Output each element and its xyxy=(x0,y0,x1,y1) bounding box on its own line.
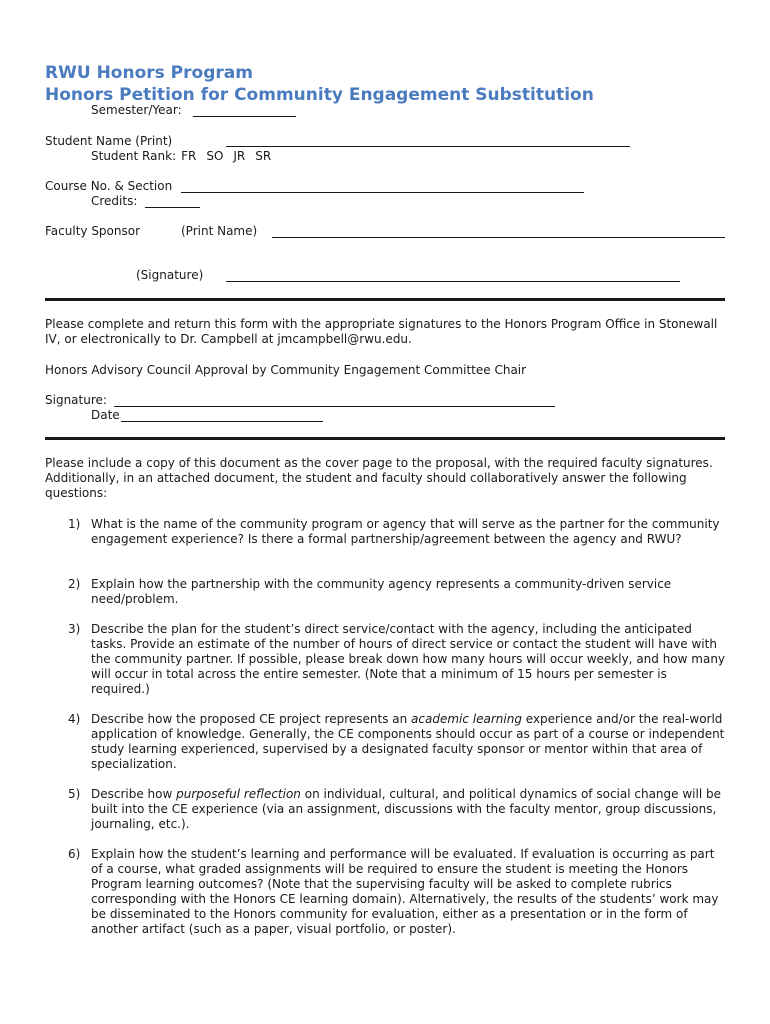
student-rank-label: Student Rank: xyxy=(91,149,177,163)
student-rank xyxy=(91,149,281,164)
question-number: 4) xyxy=(68,712,81,726)
course-field[interactable] xyxy=(181,192,584,193)
question-item xyxy=(68,517,728,547)
faculty-signature-label: (Signature) xyxy=(136,268,204,282)
course-label: Course No. & Section xyxy=(45,179,173,193)
question-text: Explain how the student’s learning and performance will be evaluated. If evaluation is occurring as part of a course, what graded assignments will be required to ensure the student is meeting the Honors Program learning outcomes? (Note that the supervising faculty will be asked to complete rubrics corresponding with the Honors CE learning domain). Alternatively, the results of the students’ work may be disseminated to the Honors community for evaluation, either as a presentation or in the form of another artifact (such as a paper, visual portfolio, or poster). xyxy=(91,847,719,936)
print-name-label: (Print Name) xyxy=(181,224,258,238)
question-item xyxy=(68,712,728,772)
return-instructions: Please complete and return this form with the appropriate signatures to the Honors Program Office in Stonewall IV, or electronically to Dr. Campbell at jmcampbell@rwu.edu. xyxy=(45,317,718,346)
semester-label: Semester/Year: xyxy=(91,103,182,117)
approval-signature-field[interactable] xyxy=(114,406,555,407)
student-name-label: Student Name (Print) xyxy=(45,134,173,148)
question-number: 6) xyxy=(68,847,81,861)
question-text-part: on individual, cultural, and political dynamics of social change will be built into the CE experience (via an assignment, discussions with the faculty mentor, group discussions, journaling, etc.). xyxy=(91,787,721,831)
approval-date-label: Date xyxy=(91,408,120,422)
faculty-signature-field[interactable] xyxy=(226,281,680,282)
question-emphasis: academic learning xyxy=(411,712,522,726)
semester-field[interactable] xyxy=(193,116,296,117)
faculty-print-name-field[interactable] xyxy=(272,237,725,238)
credits-label: Credits: xyxy=(91,194,138,208)
approval-heading: Honors Advisory Council Approval by Community Engagement Committee Chair xyxy=(45,363,527,377)
question-item xyxy=(68,577,728,607)
rank-option-jr[interactable]: JR xyxy=(233,149,246,163)
proposal-intro: Please include a copy of this document as the cover page to the proposal, with the required faculty signatures. Additionally, in an attached document, the student and faculty should collaboratively answer the following questions: xyxy=(45,456,713,500)
program-title: RWU Honors Program xyxy=(45,63,253,83)
question-text: What is the name of the community program or agency that will serve as the partner for the community engagement experience? Is there a formal partnership/agreement between the agency and RWU? xyxy=(91,517,720,546)
approval-signature-label: Signature: xyxy=(45,393,107,407)
question-text-part: Describe how xyxy=(91,787,177,801)
question-text: Explain how the partnership with the community agency represents a community-driven service need/problem. xyxy=(91,577,672,606)
section-divider xyxy=(45,298,725,301)
question-number: 2) xyxy=(68,577,81,591)
question-text-part: Describe how the proposed CE project represents an xyxy=(91,712,412,726)
rank-option-fr[interactable]: FR xyxy=(181,149,197,163)
question-number: 5) xyxy=(68,787,81,801)
credits-field[interactable] xyxy=(145,207,200,208)
student-name-field[interactable] xyxy=(226,146,630,147)
question-number: 1) xyxy=(68,517,81,531)
question-text-part: experience and/or the real-world application of knowledge. Generally, the CE components should occur as part of a course or independent study learning experienced, supervised by a designated faculty sponsor or mentor within that area of specialization. xyxy=(91,712,725,771)
question-item xyxy=(68,847,728,937)
question-text xyxy=(91,787,728,832)
rank-option-sr[interactable]: SR xyxy=(255,149,272,163)
faculty-sponsor-label: Faculty Sponsor xyxy=(45,224,141,238)
question-text xyxy=(91,712,728,772)
approval-date-field[interactable] xyxy=(121,421,323,422)
question-emphasis: purposeful reflection xyxy=(176,787,301,801)
form-title: Honors Petition for Community Engagement Substitution xyxy=(45,85,594,105)
question-text: Describe the plan for the student’s direct service/contact with the agency, including the anticipated tasks. Provide an estimate of the number of hours of direct service or contact the student will have with the community partner. If possible, please break down how many hours will occur weekly, and how many will occur in total across the entire semester. (Note that a minimum of 15 hours per semester is required.) xyxy=(91,622,726,696)
rank-option-so[interactable]: SO xyxy=(206,149,224,163)
section-divider xyxy=(45,437,725,440)
question-number: 3) xyxy=(68,622,81,636)
question-item xyxy=(68,787,728,832)
question-item xyxy=(68,622,728,697)
